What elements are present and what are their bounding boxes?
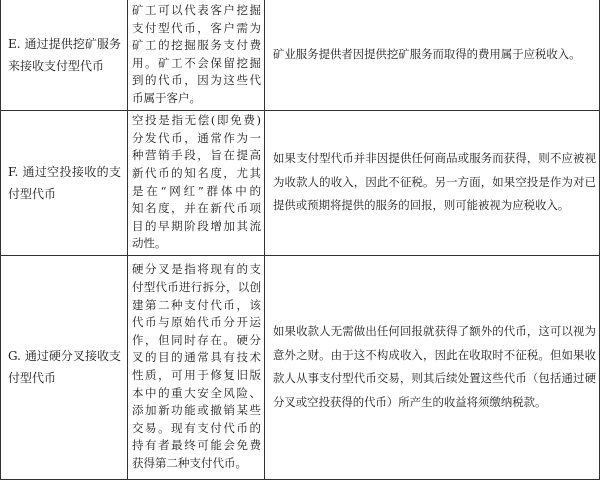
table-body — [1, 0, 600, 479]
description-cell — [128, 110, 265, 255]
table-row — [1, 255, 600, 479]
description-line: 知名度，并在新代币项 — [132, 201, 261, 216]
description-line: 空投是指无偿(即免费) — [132, 113, 261, 128]
table-row — [1, 110, 600, 255]
scenario-label-line: G. 通过硬分叉接收支 — [8, 349, 121, 363]
description-line: 叉的目的通常具有技术 — [132, 350, 261, 365]
description-line: 种营销手段，旨在提高 — [132, 148, 261, 163]
description-line: 支付型代币，客户需为 — [132, 20, 261, 35]
description-line: 交易。现有支付代币的 — [132, 420, 261, 435]
scenario-label-line: E. 通过提供挖矿服务 — [8, 36, 121, 51]
table-row — [1, 0, 600, 110]
description-line: 用。矿工不会保留挖掘 — [132, 55, 261, 70]
tax-treatment-line: 如果支付型代币并非因提供任何商品或服务而获得，则不应被视 — [273, 151, 596, 166]
scenario-label-line: 付型代币 — [8, 371, 57, 385]
description-line: 付型代币进行拆分，以创 — [132, 280, 261, 295]
description-line: 作，但同时存在。硬分 — [132, 332, 261, 347]
description-line: 建第二种支付代币，该 — [132, 297, 261, 312]
description-line: 动性。 — [132, 236, 167, 251]
description-line: 目的早期阶段增加其流 — [132, 218, 261, 233]
description-line: 代币与原始代币分开运 — [132, 315, 261, 330]
tax-treatment-line: 如果收款人无需做出任何回报就获得了额外的代币，这可以视为 — [273, 324, 596, 338]
description-line: 到的代币，因为这些代 — [132, 73, 261, 88]
description-line: 持有者最终可能会免费 — [132, 438, 261, 453]
scenario-label-line: F. 通过空投接收的支 — [8, 164, 121, 179]
tax-treatment-line: 提供或预期将提供的服务的回报，则可能被视为应税收入。 — [273, 198, 570, 213]
scenario-label-line: 付型代币 — [8, 186, 57, 201]
description-line: 性质，可用于修复旧版 — [132, 368, 261, 382]
tax-treatment-line: 款人从事支付型代币交易，则其后续处置这些代币（包括通过硬 — [273, 371, 596, 385]
tax-treatment-cell — [265, 255, 600, 479]
description-line: 新代币的知名度，尤其 — [132, 165, 261, 180]
description-line: 添加新功能或撤销某些 — [132, 403, 261, 418]
scenario-label-cell — [1, 0, 128, 110]
description-line: 矿工可以代表客户挖掘 — [132, 2, 261, 17]
description-line: 分发代币，通常作为一 — [132, 130, 261, 145]
description-line: 获得第二种支付代币。 — [132, 455, 247, 470]
tax-treatment-line: 分叉或空投获得的代币）所产生的收益将须缴纳税款。 — [273, 394, 547, 409]
tax-treatment-cell — [265, 110, 600, 255]
description-line: 是在“网红”群体中的 — [132, 183, 261, 198]
scenario-label-line: 来接收支付型代币 — [8, 58, 105, 73]
description-cell — [128, 0, 265, 110]
tax-treatment-line: 矿业服务提供者因提供挖矿服务而取得的费用属于应税收入。 — [273, 47, 581, 61]
description-line: 币属于客户。 — [132, 90, 201, 105]
tax-treatment-line: 意外之财。由于这不构成收入，因此在收取时不征税。但如果收 — [273, 347, 596, 362]
scenario-label-cell — [1, 255, 128, 479]
tax-treatment-cell — [265, 0, 600, 110]
tax-treatment-line: 为收款人的收入，因此不征税。另一方面，如果空投是作为对已 — [273, 174, 596, 189]
description-line: 硬分叉是指将现有的支 — [132, 262, 261, 277]
description-cell — [128, 255, 265, 479]
description-line: 矿工的挖掘服务支付费 — [132, 38, 261, 53]
description-line: 本中的重大安全风险、 — [132, 385, 261, 400]
scenario-label-cell — [1, 110, 128, 255]
